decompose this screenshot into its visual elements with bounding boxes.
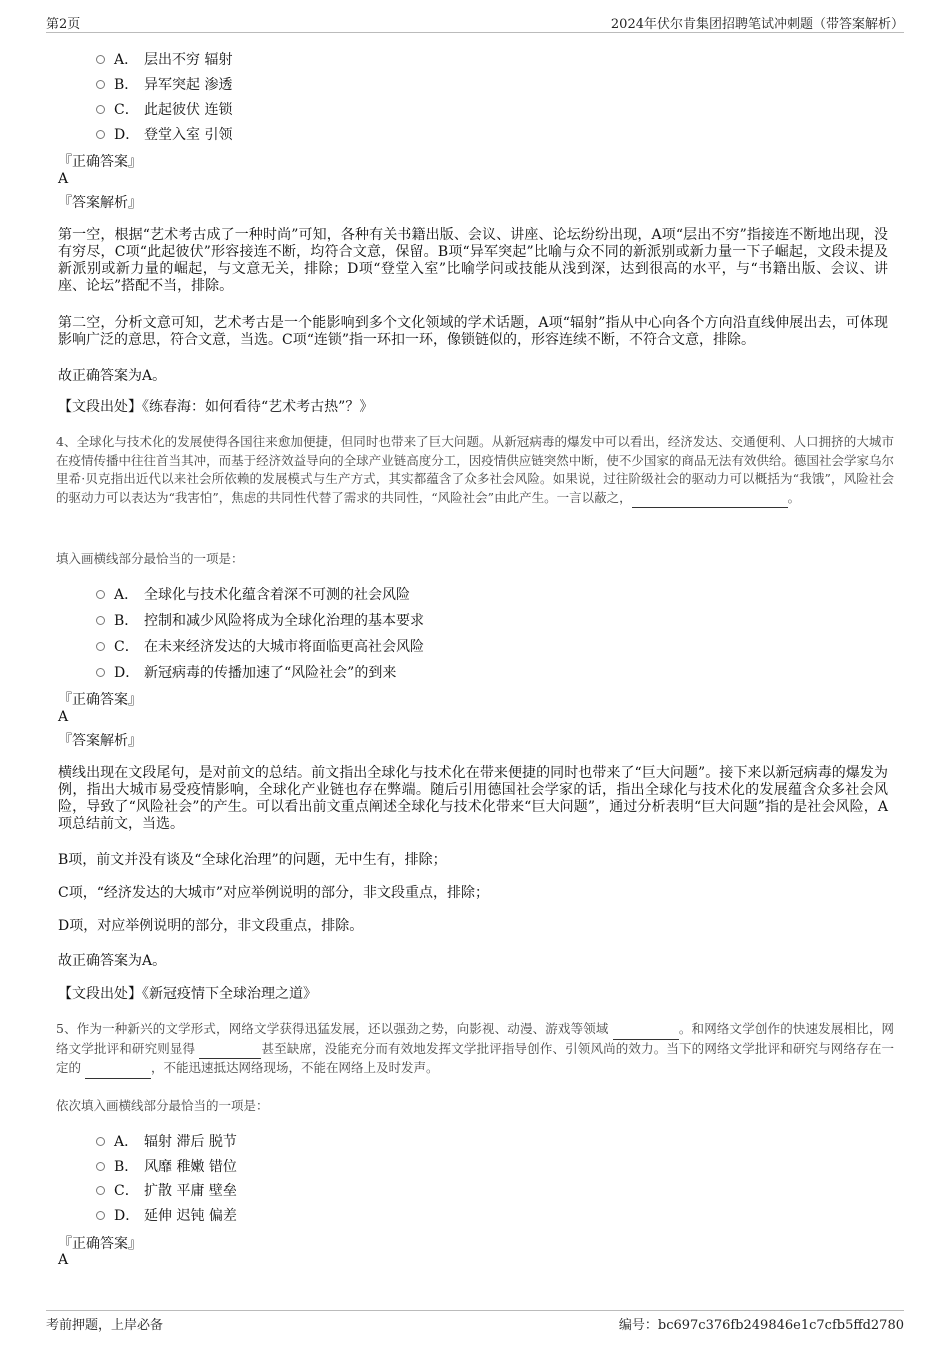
analysis-tag: 『答案解析』 — [58, 733, 142, 749]
q4-option-c[interactable]: C． 在未来经济发达的大城市将面临更高社会风险 — [96, 636, 424, 656]
radio-icon[interactable] — [96, 1137, 105, 1146]
question-stem: 4、全球化与技术化的发展使得各国往来愈加便捷，但同时也带来了巨大问题。从新冠病毒的爆发中可以看出，经济发达、交通便利、人口拥挤的大城市在疫情传播中往往首当其冲，而基于经济效益导向的全球产业链高度分工，因疫情供应链突然中断，使不少国家的商品无法有效供给。德国社会学家乌尔里希·贝克指出近代以来社会所依赖的发展模式与生产方式，其实都蕴含了众多社会风险。如果说，过往阶级社会的驱动力可以概括为“我饿”，风险社会的驱动力可以表达为“我害怕”，焦虑的共同性代替了需求的共同性，“风险社会”由此产生。一言以蔽之， 。 — [56, 433, 894, 508]
answer-tag: 『正确答案』 — [58, 1236, 142, 1252]
page-number: 第2页 — [46, 17, 81, 32]
analysis-conclusion: 故正确答案为A。 — [58, 368, 167, 384]
radio-icon[interactable] — [96, 80, 105, 89]
radio-icon[interactable] — [96, 1162, 105, 1171]
q3-option-a[interactable]: A． 层出不穷 辐射 — [96, 49, 232, 69]
radio-icon[interactable] — [96, 642, 105, 651]
correct-answer: A — [58, 709, 69, 725]
radio-icon[interactable] — [96, 105, 105, 114]
analysis-conclusion: 故正确答案为A。 — [58, 953, 167, 969]
answer-blank — [632, 489, 788, 509]
radio-icon[interactable] — [96, 668, 105, 677]
question-prompt: 填入画横线部分最恰当的一项是： — [56, 551, 244, 566]
source-citation: 【文段出处】《练春海：如何看待“艺术考古热”？》 — [58, 399, 374, 415]
analysis-paragraph: 第二空，分析文意可知，艺术考古是一个能影响到多个文化领域的学术话题，A项“辐射”指从中心向各个方向沿直线伸展出去，可体现影响广泛的意思，符合文意，当选。C项“连锁”指一环扣一环，像锁链似的，形容连续不断，不符合文意，排除。 — [58, 315, 888, 348]
analysis-paragraph: C项，“经济发达的大城市”对应举例说明的部分，非文段重点，排除； — [58, 885, 490, 901]
answer-tag: 『正确答案』 — [58, 692, 142, 708]
analysis-paragraph: 第一空，根据“艺术考古成了一种时尚”可知，各种有关书籍出版、会议、讲座、论坛纷纷出现，A项“层出不穷”指接连不断地出现，没有穷尽，C项“此起彼伏”形容接连不断，均符合文意，保留。B项“异军突起”比喻与众不同的新派别或新力量一下子崛起，文段未提及新派别或新力量的崛起，与文意无关，排除；D项“登堂入室”比喻学问或技能从浅到深，达到很高的水平，与“书籍出版、会议、讲座、论坛”搭配不当，排除。 — [58, 227, 888, 294]
radio-icon[interactable] — [96, 590, 105, 599]
answer-tag: 『正确答案』 — [58, 154, 142, 170]
question-prompt: 依次填入画横线部分最恰当的一项是： — [56, 1098, 269, 1113]
q4-option-d[interactable]: D． 新冠病毒的传播加速了“风险社会”的到来 — [96, 662, 396, 682]
radio-icon[interactable] — [96, 55, 105, 64]
radio-icon[interactable] — [96, 130, 105, 139]
document-title: 2024年伏尔肯集团招聘笔试冲刺题（带答案解析） — [610, 17, 904, 32]
answer-blank — [613, 1020, 679, 1040]
q3-option-b[interactable]: B． 异军突起 渗透 — [96, 74, 232, 94]
radio-icon[interactable] — [96, 1211, 105, 1220]
footer-divider — [46, 1310, 904, 1311]
analysis-tag: 『答案解析』 — [58, 195, 142, 211]
q5-option-c[interactable]: C． 扩散 平庸 壁垒 — [96, 1180, 237, 1200]
answer-blank — [85, 1059, 151, 1079]
q4-option-a[interactable]: A． 全球化与技术化蕴含着深不可测的社会风险 — [96, 584, 410, 604]
q4-option-b[interactable]: B． 控制和减少风险将成为全球化治理的基本要求 — [96, 610, 424, 630]
analysis-paragraph: B项，前文并没有谈及“全球化治理”的问题，无中生有，排除； — [58, 852, 447, 868]
q5-option-b[interactable]: B． 风靡 稚嫩 错位 — [96, 1156, 237, 1176]
correct-answer: A — [58, 1252, 69, 1268]
answer-blank — [199, 1040, 261, 1060]
radio-icon[interactable] — [96, 1186, 105, 1195]
source-citation: 【文段出处】《新冠疫情下全球治理之道》 — [58, 986, 317, 1002]
question-stem: 5、作为一种新兴的文学形式，网络文学获得迅猛发展，还以强劲之势，向影视、动漫、游戏等领域 。和网络文学创作的快速发展相比，网络文学批评和研究则显得 甚至缺席，没能充分而有效地发挥文学批评指导创作、引领风尚的效力。当下的网络文学批评和研究与网络存在一定的 ，不能迅速抵达网络现场，不能在网络上及时发声。 — [56, 1020, 894, 1079]
footer-slogan: 考前押题，上岸必备 — [46, 1318, 164, 1333]
q5-option-a[interactable]: A． 辐射 滞后 脱节 — [96, 1131, 237, 1151]
correct-answer: A — [58, 171, 69, 187]
header-divider — [46, 32, 904, 33]
document-id: 编号：bc697c376fb249846e1c7cfb5ffd2780 — [618, 1318, 904, 1333]
radio-icon[interactable] — [96, 616, 105, 625]
q3-option-c[interactable]: C． 此起彼伏 连锁 — [96, 99, 232, 119]
analysis-paragraph: D项，对应举例说明的部分，非文段重点，排除。 — [58, 918, 364, 934]
q3-option-d[interactable]: D． 登堂入室 引领 — [96, 124, 232, 144]
analysis-paragraph: 横线出现在文段尾句，是对前文的总结。前文指出全球化与技术化在带来便捷的同时也带来了“巨大问题”。接下来以新冠病毒的爆发为例，指出大城市易受疫情影响，全球化产业链也存在弊端。随后引用德国社会学家的话，指出全球化与技术化的发展蕴含众多社会风险，导致了“风险社会”的产生。可以看出前文重点阐述全球化与技术化带来“巨大问题”，通过分析表明“巨大问题”指的是社会风险，A项总结前文，当选。 — [58, 765, 888, 832]
q5-option-d[interactable]: D． 延伸 迟钝 偏差 — [96, 1205, 237, 1225]
